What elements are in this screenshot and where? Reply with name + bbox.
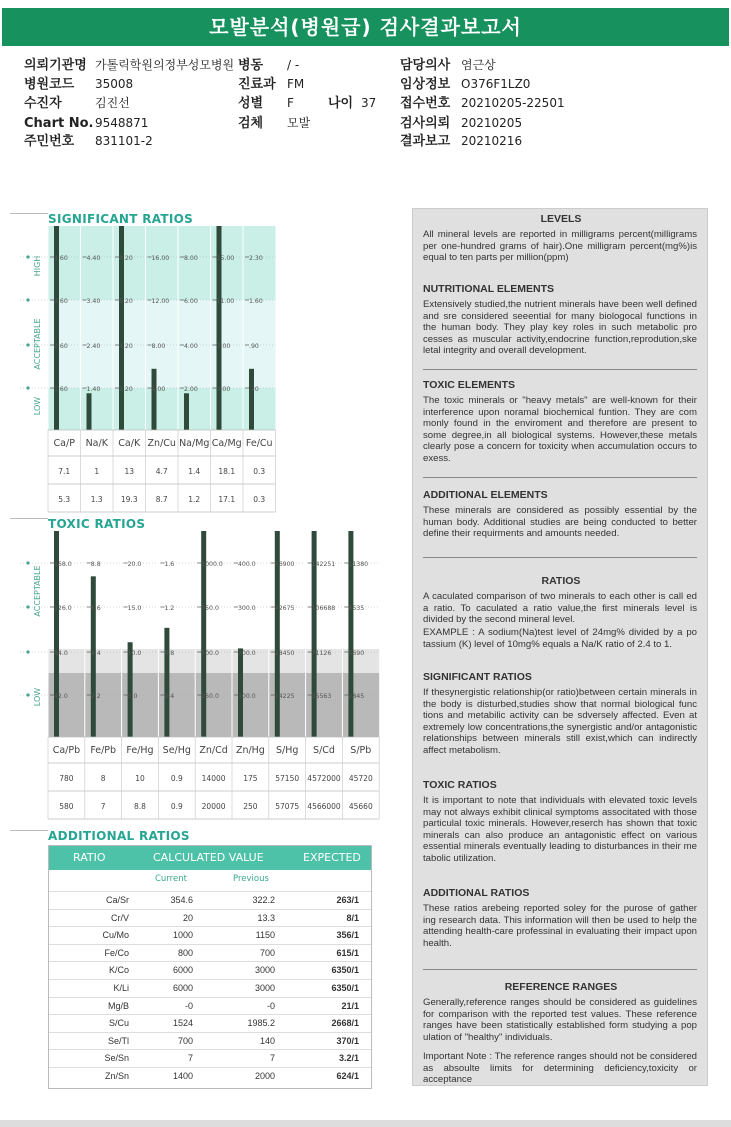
ratio-current: 0.3 [253,467,266,476]
toxic-title-line [10,518,48,519]
significant-ratios-heading: SIGNIFICANT RATIOS [423,671,532,683]
ratio-name: Ca/Pb [52,745,81,756]
additional-expected: 6350/1 [331,965,359,976]
toxic-elements-heading: TOXIC ELEMENTS [423,379,515,391]
dept-label: 진료과 [238,77,276,92]
additional-row [49,961,371,978]
additional-row [49,1032,371,1049]
scale-label: 11380 [348,561,369,568]
ratio-previous: 1.2 [188,495,201,504]
explanation-panel [412,208,708,1086]
id-label: 주민번호 [24,134,75,149]
additional-ratios-table [48,845,372,1089]
ratio-current: 1.4 [188,467,201,476]
scale-label: 3.60 [54,298,68,305]
ratio-previous: 250 [243,802,258,811]
name-value: 김진선 [95,96,130,110]
additional-current: 354.6 [170,895,193,905]
ratio-previous: 57075 [275,802,300,811]
additional-expected: 3.2/1 [338,1053,359,1064]
additional-previous: 13.3 [257,912,275,923]
clinical-label: 임상정보 [400,77,451,92]
ratios-text: A caculated comparison of two minerals to each other is call ed a ratio. To caculated a ratio value,the first minerals level is divided by the second mineral level. [423,591,697,626]
scale-label: 28450 [274,650,295,657]
scale-label: 8.00 [184,255,198,262]
additional-ratio: K/Li [113,983,129,993]
additional-row [49,909,371,926]
zone-label: LOW [33,687,42,707]
separator [423,969,697,970]
additional-ratio: Mg/B [107,1000,129,1011]
additional-expected: 624/1 [336,1071,359,1081]
ratio-current: 10 [135,774,145,783]
additional-previous: 7 [269,1053,275,1064]
age-label: 나이 [328,96,354,111]
significant-ratios-chart [10,226,380,516]
additional-ratios-text: These ratios arebeing reported soley for the purose of gather ing research data. This information will then be used to help the attending health-care professinal in evaluating their impact upon health. [423,903,697,949]
ratio-previous: 1.3 [90,495,103,504]
sex-label: 성별 [238,96,264,111]
ratio-name: S/Hg [275,745,299,756]
additional-expected: 8/1 [346,912,359,923]
dept-value: FM [287,77,305,91]
scale-label: 4.20 [119,343,133,350]
zone-label: HIGH [33,255,42,277]
ratio-previous: 19.3 [120,495,138,504]
hospital-value: 가톨릭학원의정부성모병원 [95,58,235,72]
ratios-heading: RATIOS [541,575,581,587]
guide-dot [26,343,29,346]
zone-band [48,388,276,430]
scale-label: 71126 [311,650,332,657]
report-label: 결과보고 [400,134,451,149]
request-value: 20210205 [461,116,523,130]
additional-previous: 700 [259,947,275,958]
scale-label: 14225 [274,693,295,700]
additional-current: 1000 [172,930,193,941]
additional-current: 1400 [172,1071,193,1081]
scale-label: 750.0 [201,605,219,612]
additional-ratio: S/Cu [108,1018,129,1029]
additional-current: 20 [182,912,193,923]
zone-label: ACCEPTABLE [33,565,42,617]
scale-label: 5690 [348,650,365,657]
toxic-elements-text: The toxic minerals or "heavy metals" are well-known for their interference upon noramal biochemical funtion. They are com monly found in the enviroment and therefore are present to some degree,in all biological systems. However,these metals clearly pose a concern for toxicity when accumulation occurs to exess. [423,395,697,464]
ratio-current: 8 [100,774,106,783]
additional-head-expected: EXPECTED [303,851,361,864]
additional-row [49,1014,371,1031]
ratio-name: Ca/Mg [211,438,242,449]
scale-label: 3.00 [216,386,231,393]
ratio-current: 57150 [275,774,300,783]
ratios-example: EXAMPLE : A sodium(Na)test level of 24mg% divided by a po tassium (K) level of 10mg% equals a Na/K ratio of 2.4 to 1. [423,627,697,650]
guide-dot [26,693,29,696]
additional-previous: 3000 [254,965,275,976]
important-note: Important Note : The reference ranges should not be considered as absoulte limits for determining deficiency,toxicity or acceptance [423,1051,697,1086]
additional-title-line [10,830,48,831]
ratio-current: 780 [59,774,74,783]
additional-expected: 21/1 [341,1000,359,1011]
significant-title: SIGNIFICANT RATIOS [48,212,194,226]
scale-label: 106688 [311,605,336,612]
separator [423,477,697,478]
scale-label: 10.0 [127,650,142,657]
ratio-bar [249,369,254,430]
scale-label: 142251 [311,561,336,568]
additional-row [49,944,371,961]
scale-label: 1.60 [54,386,68,393]
scale-label: 8.00 [151,343,166,350]
scale-label: 1.40 [86,386,101,393]
guide-dot [26,605,29,608]
significant-title-line [10,213,48,214]
ratio-name: Zn/Hg [235,745,265,756]
ratio-name: S/Pb [350,745,372,756]
ratio-name: Ca/K [118,438,141,449]
additional-ratio: Se/Tl [107,1035,129,1046]
scale-label: 1.60 [249,298,263,305]
scale-label: 15.0 [127,605,142,612]
scale-label: 8.20 [119,255,133,262]
levels-text: All mineral levels are reported in milligrams percent(milligrams per one-hundred grams of hair).One milligram percent(mg%)is equal to ten parts per million(ppm) [423,229,697,264]
ratio-current: 175 [243,774,258,783]
ratio-name: Na/Mg [179,438,210,449]
ratio-previous: 20000 [201,802,226,811]
scale-label: 2.2 [90,693,101,700]
receipt-label: 접수번호 [400,96,451,111]
zone-label: ACCEPTABLE [33,318,42,370]
ratio-current: 7.1 [58,467,71,476]
additional-sub-current: Current [155,874,187,884]
scale-label: 42.0 [54,693,68,700]
scale-label: 8535 [348,605,365,612]
scale-label: 56900 [274,561,295,568]
additional-row [49,979,371,996]
additional-row [49,1049,371,1066]
additional-row [49,926,371,943]
additional-previous: -0 [266,1000,275,1011]
specimen-label: 검체 [238,116,264,131]
additional-title: ADDITIONAL RATIOS [48,829,190,843]
additional-row [49,891,371,908]
ratio-previous: 7 [100,802,106,811]
additional-previous: 322.2 [252,895,275,905]
scale-label: 12.00 [151,298,170,305]
scale-label: 1.2 [164,605,175,612]
scale-label: 2.30 [249,255,263,262]
additional-ratio: Cu/Mo [102,930,129,941]
ratio-previous: 8.7 [155,495,168,504]
nutritional-heading: NUTRITIONAL ELEMENTS [423,283,555,295]
additional-row [49,1067,371,1084]
scale-label: 2.60 [54,343,68,350]
specimen-value: 모발 [287,116,311,130]
ratio-previous: 0.9 [170,802,183,811]
additional-head-calc: CALCULATED VALUE [153,851,264,864]
levels-heading: LEVELS [540,213,582,225]
scale-label: 1000.0 [201,561,223,568]
toxic-ratios-text: It is important to note that individuals with elevated toxic levels may not always exhibit clinical symptoms associtated with those particulal toxic minerals. However,reserch has shown that toxic minerals can also produce an antagonistic effect on various essential minerals eventually leading to disturbances in their me tabolic utilization. [423,795,697,864]
ratio-current: 13 [124,467,135,476]
additional-head-ratio: RATIO [73,851,106,864]
scale-label: 7.00 [216,343,231,350]
additional-row [49,997,371,1014]
chart-label: Chart No. [24,116,94,131]
scale-label: 4.00 [184,343,198,350]
zone-band [48,673,379,737]
additional-previous: 1985.2 [247,1018,275,1029]
scale-label: 6.6 [90,605,101,612]
scale-label: 20.0 [127,561,142,568]
additional-elements-text: These minerals are considered as possibly essential by the human body. Additional studies are being conducted to better define their requirments and amounts needed. [423,505,697,540]
significant-ratios-text: If thesynergistic relationship(or ratio)between certain minerals in the body is disturbed,studies show that normal biological func tions and metabilic activity can be sdversely affected. Even at extremely low concentrations,the synergistic and/or antagonistic relationships between minerals still exist,which can indirectly affect metabolism. [423,687,697,756]
scale-label: 16.00 [151,255,170,262]
additional-current: 800 [177,947,193,958]
scale-label: 168.0 [54,561,72,568]
doctor-label: 담당의사 [400,58,451,73]
additional-ratio: Se/Sn [104,1053,129,1064]
clinical-value: O376F1LZ0 [461,77,531,91]
guide-dot [26,561,29,564]
scale-label: 15.00 [216,255,235,262]
age-value: 37 [361,96,377,110]
scale-label: 4.40 [86,255,101,262]
scale-label: 1.6 [164,561,175,568]
scale-label: 4.4 [90,650,101,657]
ratio-bar [87,393,92,430]
page-bottom-shade [0,1120,731,1127]
report-value: 20210216 [461,134,523,148]
ratio-previous: 4566000 [307,802,341,811]
ratio-current: 18.1 [218,467,236,476]
toxic-title: TOXIC RATIOS [48,517,146,531]
additional-expected: 615/1 [336,947,359,958]
ratio-previous: 8.8 [134,802,146,811]
ratio-name: Fe/Cu [245,438,273,449]
additional-expected: 263/1 [336,895,359,905]
hospital-label: 의뢰기관명 [24,58,87,73]
receipt-value: 20210205-22501 [461,96,565,110]
additional-current: 700 [177,1035,193,1046]
scale-label: 4.60 [54,255,68,262]
guide-dot [26,255,29,258]
request-label: 검사의뢰 [400,116,451,131]
scale-label: 6.20 [119,298,133,305]
additional-expected: 2668/1 [331,1018,359,1029]
scale-label: .90 [249,343,259,350]
ratio-previous: 580 [59,802,74,811]
ratio-name: Zn/Cd [199,745,228,756]
reference-ranges-text: Generally,reference ranges should be considered as guidelines for comparison with the reported test values. These reference ranges have been statistically established form studying a pop ulation of "healthy" individuals. [423,997,697,1043]
scale-label: 3.40 [86,298,101,305]
scale-label: .20 [249,386,259,393]
scale-label: 2.20 [119,386,133,393]
ratio-bar [152,369,157,430]
additional-ratio: Cr/V [111,912,129,923]
additional-ratio: Zn/Sn [104,1071,129,1081]
additional-expected: 6350/1 [331,983,359,993]
additional-elements-heading: ADDITIONAL ELEMENTS [423,489,548,501]
additional-current: 1524 [172,1018,193,1029]
scale-label: 0.4 [164,693,175,700]
additional-previous: 3000 [254,983,275,993]
ratio-name: Se/Hg [162,745,191,756]
ratio-bar [184,393,189,430]
ratio-name: Fe/Pb [90,745,117,756]
additional-previous: 140 [259,1035,275,1046]
additional-expected: 370/1 [336,1035,359,1046]
code-label: 병원코드 [24,77,75,92]
additional-expected: 356/1 [336,930,359,941]
ratio-previous: 17.1 [218,495,236,504]
ratio-current: 1 [94,467,100,476]
ratio-bar [164,628,169,737]
additional-ratios-heading: ADDITIONAL RATIOS [423,887,530,899]
scale-label: 2.00 [184,386,198,393]
ratio-previous: 5.3 [58,495,71,504]
ward-label: 병동 [238,58,264,73]
ratio-name: Zn/Cu [147,438,176,449]
scale-label: 300.0 [238,605,256,612]
scale-label: 2.40 [86,343,101,350]
scale-label: 200.0 [238,650,256,657]
chart-value: 9548871 [95,116,149,130]
scale-label: 250.0 [201,693,219,700]
additional-current: -0 [184,1000,193,1011]
toxic-ratios-chart [10,531,380,823]
ratio-previous: 45660 [348,802,373,811]
scale-label: 5.0 [127,693,138,700]
scale-label: 35563 [311,693,332,700]
scale-label: 8.8 [90,561,101,568]
ratio-current: 4572000 [307,774,341,783]
additional-current: 6000 [172,965,193,976]
ward-value: / - [287,58,300,72]
zone-band [48,226,276,300]
nutritional-text: Extensively studied,the nutrient minerals have been well defined and sre considered seeential for many biologocal functions in the human body. They play key roles in such metabolic pro cesses as muscular activity,endocrine function,reprodution,ske letal integrity and overall development. [423,299,697,357]
scale-label: 2845 [348,693,365,700]
scale-label: 42675 [274,605,295,612]
report-title: 모발분석(병원급) 검사결과보고서 [2,8,729,46]
scale-label: 500.0 [201,650,219,657]
scale-label: 84.0 [54,650,68,657]
guide-dot [26,386,29,389]
ratio-name: Fe/Hg [126,745,154,756]
additional-previous: 2000 [254,1071,275,1081]
additional-current: 6000 [172,983,193,993]
separator [423,369,697,370]
additional-current: 7 [187,1053,193,1064]
scale-label: 6.00 [184,298,198,305]
scale-label: 0.8 [164,650,175,657]
reference-ranges-heading: REFERENCE RANGES [504,981,618,993]
separator [423,557,697,558]
zone-label: LOW [33,396,42,416]
guide-dot [26,650,29,653]
additional-ratio: Fe/Co [104,947,129,958]
guide-dot [26,298,29,301]
additional-previous: 1150 [255,930,275,941]
toxic-ratios-heading: TOXIC RATIOS [423,779,497,791]
id-value: 831101-2 [95,134,153,148]
ratio-current: 4.7 [155,467,168,476]
scale-label: 400.0 [238,561,256,568]
ratio-current: 45720 [348,774,373,783]
scale-label: 100.0 [238,693,256,700]
doctor-value: 염근상 [461,58,496,72]
additional-ratio: Ca/Sr [105,895,129,905]
name-label: 수진자 [24,96,62,111]
scale-label: 126.0 [54,605,72,612]
zone-band [48,531,379,649]
ratio-name: S/Cd [313,745,335,756]
scale-label: 4.00 [151,386,166,393]
additional-sub-previous: Previous [233,874,269,884]
sex-value: F [287,96,294,110]
ratio-name: Ca/P [53,438,75,449]
ratio-previous: 0.3 [253,495,266,504]
scale-label: 11.00 [216,298,235,305]
code-value: 35008 [95,77,134,91]
additional-ratio: K/Co [108,965,129,976]
ratio-current: 14000 [201,774,226,783]
ratio-current: 0.9 [170,774,183,783]
ratio-name: Na/K [85,438,108,449]
